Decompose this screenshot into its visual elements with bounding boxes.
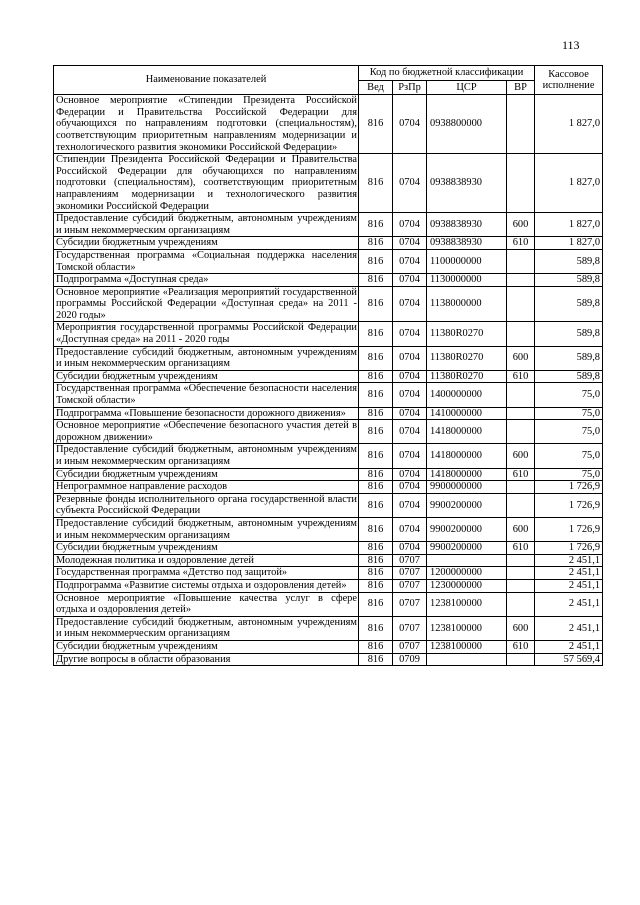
cell-csr: 9900200000 (427, 542, 507, 555)
cell-rzpr: 0704 (393, 237, 427, 250)
cell-csr: 11380R0270 (427, 370, 507, 383)
column-header-vr: ВР (507, 80, 535, 95)
table-row (54, 468, 603, 481)
cell-vr (507, 554, 535, 567)
cell-vr: 610 (507, 468, 535, 481)
cell-vr: 610 (507, 542, 535, 555)
table-row (54, 237, 603, 250)
cell-amount: 57 569,4 (535, 653, 603, 666)
cell-rzpr: 0704 (393, 468, 427, 481)
table-row (54, 249, 603, 273)
table-row (54, 407, 603, 420)
cell-rzpr: 0704 (393, 249, 427, 273)
cell-name: Субсидии бюджетным учреждениям (54, 468, 359, 481)
table-row (54, 517, 603, 541)
cell-amount: 589,8 (535, 370, 603, 383)
cell-csr: 0938838930 (427, 213, 507, 237)
cell-vr (507, 322, 535, 346)
column-header-code-group: Код по бюджетной классификации (359, 66, 535, 81)
cell-amount: 75,0 (535, 383, 603, 407)
table-row (54, 444, 603, 468)
cell-csr: 1138000000 (427, 286, 507, 322)
cell-csr: 1418000000 (427, 444, 507, 468)
cell-vr: 610 (507, 370, 535, 383)
cell-vr (507, 493, 535, 517)
cell-amount: 589,8 (535, 249, 603, 273)
cell-csr (427, 554, 507, 567)
cell-name: Основное мероприятие «Обеспечение безопасного участия детей в дорожном движении» (54, 420, 359, 444)
table-row (54, 579, 603, 592)
cell-rzpr: 0704 (393, 444, 427, 468)
cell-ved: 816 (359, 592, 393, 616)
cell-name: Субсидии бюджетным учреждениям (54, 237, 359, 250)
cell-rzpr: 0707 (393, 592, 427, 616)
table-row (54, 554, 603, 567)
cell-ved: 816 (359, 420, 393, 444)
cell-name: Основное мероприятие «Стипендии Президента Российской Федерации и Правительства Российской Федерации для обучающихся по направлениям подготовки (специальностям), соответствующим приоритетным направлениям модернизации и технологического развития экономики Российской Федерации» (54, 95, 359, 154)
cell-name: Субсидии бюджетным учреждениям (54, 542, 359, 555)
cell-name: Резервные фонды исполнительного органа государственной власти субъекта Российской Федерации (54, 493, 359, 517)
table-row (54, 346, 603, 370)
cell-rzpr: 0704 (393, 370, 427, 383)
cell-csr: 1100000000 (427, 249, 507, 273)
cell-name: Мероприятия государственной программы Российской Федерации «Доступная среда» на 2011 - 2020 годы (54, 322, 359, 346)
cell-ved: 816 (359, 444, 393, 468)
table-row (54, 383, 603, 407)
cell-ved: 816 (359, 616, 393, 640)
cell-amount: 2 451,1 (535, 640, 603, 653)
cell-vr (507, 653, 535, 666)
cell-rzpr: 0707 (393, 640, 427, 653)
cell-rzpr: 0704 (393, 286, 427, 322)
cell-amount: 1 726,9 (535, 493, 603, 517)
table-row (54, 567, 603, 580)
cell-name: Стипендии Президента Российской Федерации и Правительства Российской Федерации для обучающихся по направлениям подготовки (специальностям), соответствующим приоритетным направлениям модернизации и технологического развития экономики Российской Федерации (54, 154, 359, 213)
cell-amount: 1 827,0 (535, 154, 603, 213)
column-header-ved: Вед (359, 80, 393, 95)
cell-rzpr: 0707 (393, 616, 427, 640)
cell-amount: 1 827,0 (535, 237, 603, 250)
cell-amount: 2 451,1 (535, 616, 603, 640)
cell-ved: 816 (359, 213, 393, 237)
cell-vr (507, 579, 535, 592)
cell-ved: 816 (359, 346, 393, 370)
cell-rzpr: 0704 (393, 383, 427, 407)
column-header-csr: ЦСР (427, 80, 507, 95)
cell-amount: 75,0 (535, 468, 603, 481)
cell-name: Предоставление субсидий бюджетным, автономным учреждениям и иным некоммерческим организациям (54, 444, 359, 468)
page-number: 113 (562, 38, 580, 52)
cell-csr: 1230000000 (427, 579, 507, 592)
cell-name: Подпрограмма «Развитие системы отдыха и оздоровления детей» (54, 579, 359, 592)
cell-amount: 75,0 (535, 444, 603, 468)
cell-name: Предоставление субсидий бюджетным, автономным учреждениям и иным некоммерческим организациям (54, 213, 359, 237)
cell-ved: 816 (359, 493, 393, 517)
cell-amount: 2 451,1 (535, 592, 603, 616)
cell-amount: 1 827,0 (535, 213, 603, 237)
cell-name: Основное мероприятие «Повышение качества услуг в сфере отдыха и оздоровления детей» (54, 592, 359, 616)
budget-table (53, 65, 603, 666)
cell-name: Предоставление субсидий бюджетным, автономным учреждениям и иным некоммерческим организациям (54, 616, 359, 640)
cell-rzpr: 0707 (393, 567, 427, 580)
table-row (54, 592, 603, 616)
cell-amount: 2 451,1 (535, 579, 603, 592)
cell-ved: 816 (359, 579, 393, 592)
cell-ved: 816 (359, 383, 393, 407)
cell-rzpr: 0704 (393, 493, 427, 517)
cell-name: Непрограммное направление расходов (54, 481, 359, 494)
cell-csr: 11380R0270 (427, 346, 507, 370)
cell-csr: 9900200000 (427, 517, 507, 541)
cell-vr (507, 567, 535, 580)
cell-name: Субсидии бюджетным учреждениям (54, 370, 359, 383)
cell-ved: 816 (359, 653, 393, 666)
cell-rzpr: 0704 (393, 95, 427, 154)
cell-amount: 2 451,1 (535, 554, 603, 567)
cell-ved: 816 (359, 322, 393, 346)
cell-csr: 1238100000 (427, 616, 507, 640)
cell-amount: 75,0 (535, 407, 603, 420)
table-row (54, 542, 603, 555)
cell-rzpr: 0704 (393, 420, 427, 444)
cell-rzpr: 0707 (393, 579, 427, 592)
table-row (54, 95, 603, 154)
table-row (54, 493, 603, 517)
cell-rzpr: 0704 (393, 481, 427, 494)
cell-vr (507, 481, 535, 494)
cell-rzpr: 0704 (393, 322, 427, 346)
table-row (54, 653, 603, 666)
table-row (54, 481, 603, 494)
cell-name: Предоставление субсидий бюджетным, автономным учреждениям и иным некоммерческим организациям (54, 517, 359, 541)
cell-csr: 0938800000 (427, 95, 507, 154)
cell-vr: 600 (507, 346, 535, 370)
column-header-rzpr: РзПр (393, 80, 427, 95)
cell-rzpr: 0709 (393, 653, 427, 666)
cell-name: Предоставление субсидий бюджетным, автономным учреждениям и иным некоммерческим организациям (54, 346, 359, 370)
cell-csr: 11380R0270 (427, 322, 507, 346)
cell-rzpr: 0704 (393, 154, 427, 213)
cell-name: Подпрограмма «Повышение безопасности дорожного движения» (54, 407, 359, 420)
table-row (54, 322, 603, 346)
cell-ved: 816 (359, 567, 393, 580)
cell-name: Субсидии бюджетным учреждениям (54, 640, 359, 653)
cell-ved: 816 (359, 554, 393, 567)
cell-ved: 816 (359, 407, 393, 420)
cell-csr: 9900000000 (427, 481, 507, 494)
cell-rzpr: 0704 (393, 517, 427, 541)
cell-vr (507, 592, 535, 616)
cell-amount: 2 451,1 (535, 567, 603, 580)
cell-amount: 589,8 (535, 286, 603, 322)
table-body (54, 95, 603, 666)
cell-rzpr: 0704 (393, 346, 427, 370)
cell-ved: 816 (359, 370, 393, 383)
cell-vr: 600 (507, 517, 535, 541)
cell-ved: 816 (359, 274, 393, 287)
cell-ved: 816 (359, 286, 393, 322)
cell-amount: 589,8 (535, 322, 603, 346)
cell-csr: 1238100000 (427, 640, 507, 653)
cell-ved: 816 (359, 237, 393, 250)
cell-ved: 816 (359, 249, 393, 273)
cell-vr: 600 (507, 444, 535, 468)
cell-amount: 1 726,9 (535, 542, 603, 555)
cell-vr: 600 (507, 616, 535, 640)
cell-csr: 0938838930 (427, 154, 507, 213)
column-header-amount: Кассовое исполнение (535, 66, 603, 95)
table-row (54, 286, 603, 322)
table-row (54, 213, 603, 237)
cell-ved: 816 (359, 542, 393, 555)
cell-csr: 1200000000 (427, 567, 507, 580)
cell-vr: 600 (507, 213, 535, 237)
cell-amount: 75,0 (535, 420, 603, 444)
cell-amount: 1 726,9 (535, 517, 603, 541)
cell-csr (427, 653, 507, 666)
cell-csr: 1400000000 (427, 383, 507, 407)
cell-rzpr: 0704 (393, 274, 427, 287)
cell-vr (507, 383, 535, 407)
cell-csr: 1410000000 (427, 407, 507, 420)
cell-vr (507, 95, 535, 154)
cell-name: Государственная программа «Обеспечение безопасности населения Томской области» (54, 383, 359, 407)
cell-name: Подпрограмма «Доступная среда» (54, 274, 359, 287)
cell-ved: 816 (359, 640, 393, 653)
cell-csr: 1418000000 (427, 468, 507, 481)
cell-vr (507, 420, 535, 444)
cell-ved: 816 (359, 154, 393, 213)
table-row (54, 370, 603, 383)
cell-rzpr: 0707 (393, 554, 427, 567)
cell-amount: 589,8 (535, 274, 603, 287)
cell-ved: 816 (359, 95, 393, 154)
cell-vr (507, 286, 535, 322)
cell-vr (507, 274, 535, 287)
cell-amount: 1 726,9 (535, 481, 603, 494)
cell-amount: 589,8 (535, 346, 603, 370)
cell-vr: 610 (507, 640, 535, 653)
cell-rzpr: 0704 (393, 542, 427, 555)
cell-vr (507, 407, 535, 420)
cell-csr: 0938838930 (427, 237, 507, 250)
table-header-row (54, 66, 603, 81)
cell-ved: 816 (359, 468, 393, 481)
column-header-name: Наименование показателей (54, 66, 359, 95)
cell-name: Другие вопросы в области образования (54, 653, 359, 666)
cell-name: Государственная программа «Детство под защитой» (54, 567, 359, 580)
cell-ved: 816 (359, 517, 393, 541)
cell-csr: 9900200000 (427, 493, 507, 517)
cell-name: Основное мероприятие «Реализация мероприятий государственной программы Российской Федерации «Доступная среда» на 2011 - 2020 годы» (54, 286, 359, 322)
cell-amount: 1 827,0 (535, 95, 603, 154)
table-row (54, 274, 603, 287)
cell-vr: 610 (507, 237, 535, 250)
cell-vr (507, 249, 535, 273)
cell-vr (507, 154, 535, 213)
cell-csr: 1130000000 (427, 274, 507, 287)
table-row (54, 420, 603, 444)
cell-csr: 1418000000 (427, 420, 507, 444)
cell-name: Государственная программа «Социальная поддержка населения Томской области» (54, 249, 359, 273)
table-row (54, 154, 603, 213)
cell-rzpr: 0704 (393, 213, 427, 237)
cell-rzpr: 0704 (393, 407, 427, 420)
cell-name: Молодежная политика и оздоровление детей (54, 554, 359, 567)
cell-csr: 1238100000 (427, 592, 507, 616)
table-row (54, 616, 603, 640)
table-row (54, 640, 603, 653)
cell-ved: 816 (359, 481, 393, 494)
